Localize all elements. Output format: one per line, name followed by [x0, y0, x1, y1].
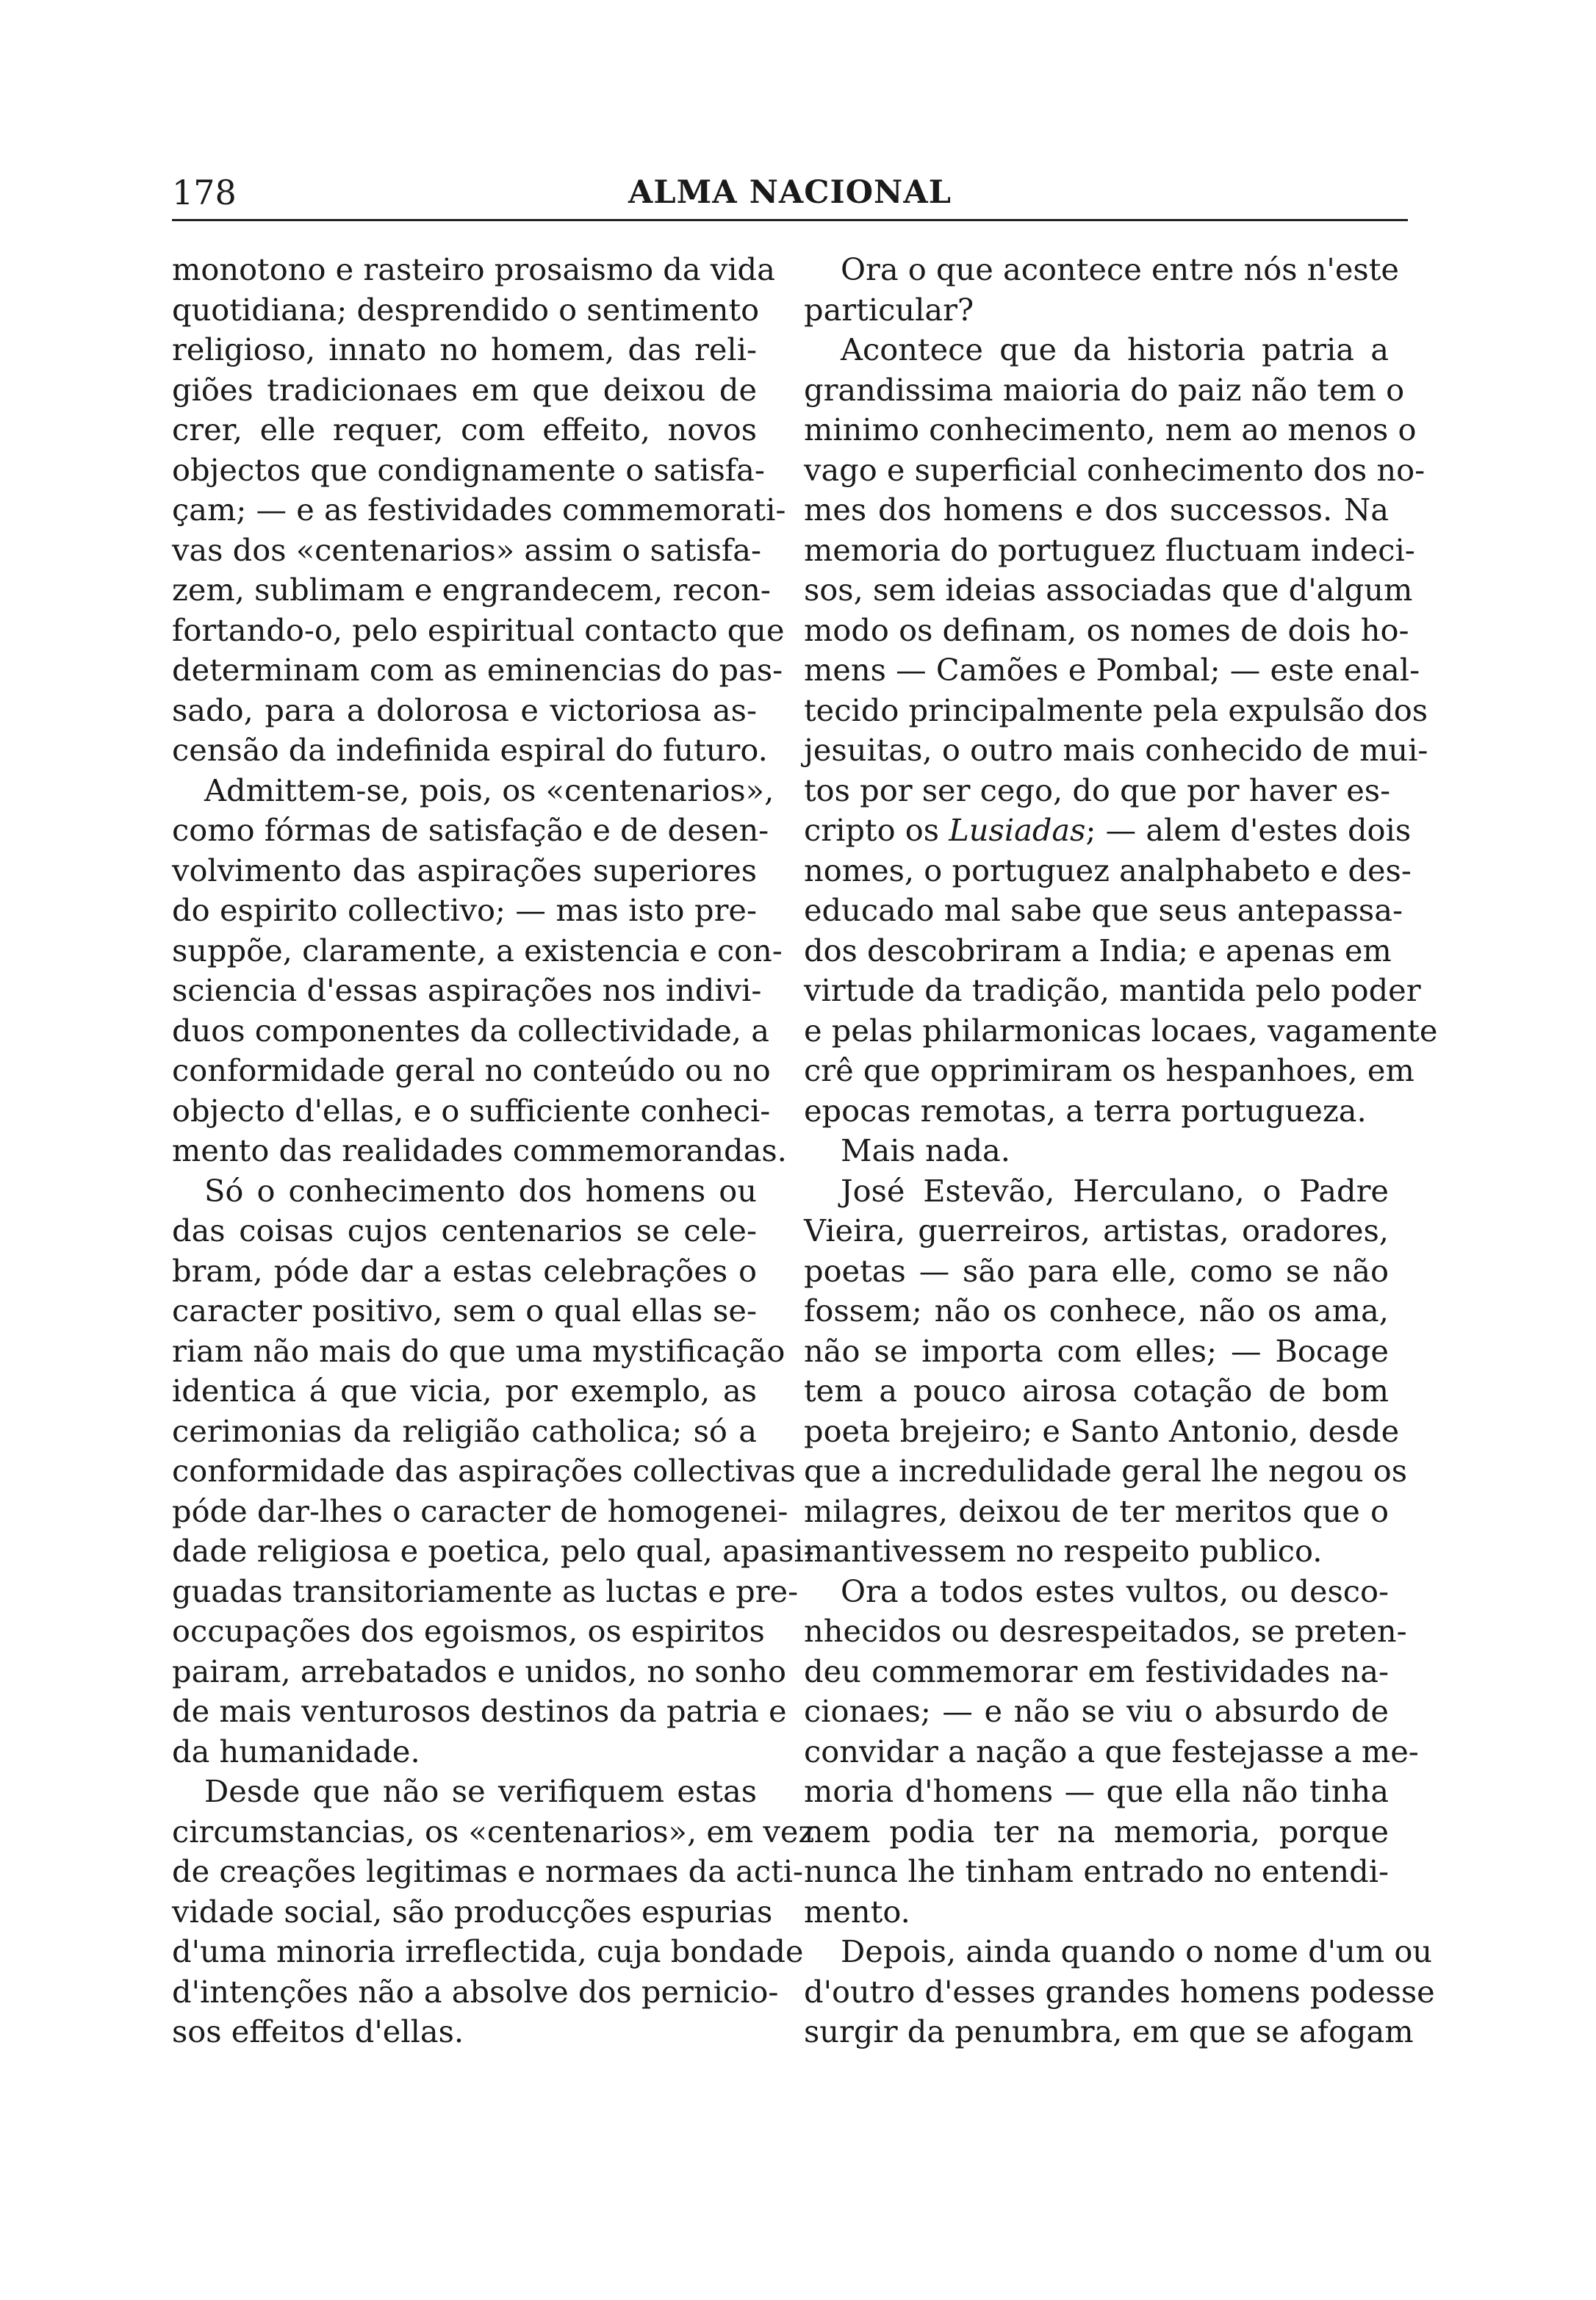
text-line: convidar a nação a que festejasse a me- — [804, 1733, 1419, 1769]
text-line: volvimento das aspirações superiores — [172, 852, 757, 888]
text-line: mento. — [804, 1893, 910, 1930]
text-line: fossem; não os conhece, não os ama, — [804, 1293, 1389, 1329]
text-line: occupações dos egoismos, os espiritos — [172, 1613, 765, 1649]
text-line: circumstancias, os «centenarios», em vez — [172, 1813, 815, 1850]
text-line: minimo conhecimento, nem ao menos o — [804, 412, 1417, 448]
text-line: como fórmas de satisfação e de desen- — [172, 812, 769, 848]
text-line: jesuitas, o outro mais conhecido de mui- — [804, 732, 1428, 768]
italic-title: Lusiadas — [949, 812, 1086, 848]
text-line: educado mal sabe que seus antepassa- — [804, 892, 1403, 928]
text-line: sos effeitos d'ellas. — [172, 2013, 464, 2049]
text-line: sos, sem ideias associadas que d'algum — [804, 572, 1413, 608]
text-line: nunca lhe tinham entrado no entendi- — [804, 1853, 1389, 1889]
text-line: Admittem-se, pois, os «centenarios», — [204, 772, 774, 808]
right-text-column — [804, 250, 1438, 2052]
text-line: José Estevão, Herculano, o Padre — [841, 1172, 1389, 1209]
text-line: da humanidade. — [172, 1733, 420, 1769]
text-line: poetas — são para elle, como se não — [804, 1252, 1389, 1289]
text-line: zem, sublimam e engrandecem, recon- — [172, 572, 771, 608]
text-line: surgir da penumbra, em que se afogam — [804, 2013, 1414, 2049]
text-line: dade religiosa e poetica, pelo qual, apasi- — [172, 1533, 814, 1569]
text-line: crer, elle requer, com effeito, novos — [172, 412, 757, 448]
text-line: particular? — [804, 291, 974, 328]
text-line: tem a pouco airosa cotação de bom — [804, 1373, 1389, 1409]
text-line: Só o conhecimento dos homens ou — [204, 1172, 757, 1209]
text-line: Desde que não se verifiquem estas — [204, 1773, 757, 1809]
text-line: milagres, deixou de ter meritos que o — [804, 1492, 1389, 1529]
text-line: não se importa com elles; — Bocage — [804, 1332, 1389, 1369]
text-line: d'outro d'esses grandes homens podesse — [804, 1973, 1435, 2010]
text-line: vago e superficial conhecimento dos no- — [804, 451, 1426, 488]
text-line: objecto d'ellas, e o sufficiente conheci- — [172, 1092, 771, 1129]
text-line: d'uma minoria irreflectida, cuja bondade — [172, 1933, 804, 1969]
text-line: tecido principalmente pela expulsão dos — [804, 691, 1428, 728]
text-line: de creações legitimas e normaes da acti- — [172, 1853, 804, 1889]
text-line: conformidade geral no conteúdo ou no — [172, 1052, 771, 1088]
header-rule — [172, 219, 1408, 221]
text-line: crê que opprimiram os hespanhoes, em — [804, 1052, 1415, 1088]
text-line: fortando-o, pelo espiritual contacto que — [172, 611, 785, 648]
text-line: riam não mais do que uma mystificação — [172, 1332, 786, 1369]
text-line: duos componentes da collectividade, a — [172, 1012, 769, 1049]
text-line: mento das realidades commemorandas. — [172, 1132, 787, 1168]
text-line: do espirito collectivo; — mas isto pre- — [172, 892, 757, 928]
text-line: mes dos homens e dos successos. Na — [804, 492, 1389, 528]
text-line: caracter positivo, sem o qual ellas se- — [172, 1293, 757, 1329]
text-line: censão da indefinida espiral do futuro. — [172, 732, 768, 768]
text-line: sciencia d'essas aspirações nos indivi- — [172, 972, 762, 1008]
text-line: epocas remotas, a terra portugueza. — [804, 1092, 1367, 1129]
text-line: giões tradicionaes em que deixou de — [172, 371, 757, 408]
text-line: nhecidos ou desrespeitados, se preten- — [804, 1613, 1407, 1649]
text-line: modo os definam, os nomes de dois ho- — [804, 611, 1409, 648]
text-line — [804, 811, 1412, 851]
text-fragment: ; — alem d'estes dois — [1085, 812, 1412, 848]
text-line: mantivessem no respeito publico. — [804, 1533, 1323, 1569]
text-line: cerimonias da religião catholica; só a — [172, 1412, 757, 1449]
text-line: nem podia ter na memoria, porque — [804, 1813, 1389, 1850]
left-text-column — [172, 250, 815, 2052]
text-line: vidade social, são producções espurias — [172, 1893, 773, 1930]
text-line: çam; — e as festividades commemorati- — [172, 492, 786, 528]
text-line: monotono e rasteiro prosaismo da vida — [172, 251, 775, 287]
text-line: grandissima maioria do paiz não tem o — [804, 371, 1405, 408]
text-line: bram, póde dar a estas celebrações o — [172, 1252, 757, 1289]
text-line: sado, para a dolorosa e victoriosa as- — [172, 691, 757, 728]
text-line: póde dar-lhes o caracter de homogenei- — [172, 1492, 788, 1529]
text-line: deu commemorar em festividades na- — [804, 1653, 1389, 1689]
text-line: dos descobriram a India; e apenas em — [804, 932, 1392, 968]
text-line: de mais venturosos destinos da patria e — [172, 1693, 787, 1729]
text-line: Ora a todos estes vultos, ou desco- — [841, 1573, 1389, 1609]
text-line: memoria do portuguez fluctuam indeci- — [804, 531, 1415, 568]
text-fragment: cripto os — [804, 812, 949, 848]
text-line: cionaes; — e não se viu o absurdo de — [804, 1693, 1389, 1729]
text-line: religioso, innato no homem, das reli- — [172, 331, 757, 367]
text-line: Depois, ainda quando o nome d'um ou — [841, 1933, 1433, 1969]
page-header — [172, 170, 1408, 215]
text-line: pairam, arrebatados e unidos, no sonho — [172, 1653, 786, 1689]
text-line: guadas transitoriamente as luctas e pre- — [172, 1573, 799, 1609]
running-title: ALMA NACIONAL — [628, 174, 952, 211]
text-line: quotidiana; desprendido o sentimento — [172, 291, 760, 328]
text-line: nomes, o portuguez analphabeto e des- — [804, 852, 1412, 888]
text-line: determinam com as eminencias do pas- — [172, 652, 783, 688]
text-line: identica á que vicia, por exemplo, as — [172, 1373, 757, 1409]
text-line: virtude da tradição, mantida pelo poder — [804, 972, 1421, 1008]
text-line: Ora o que acontece entre nós n'este — [841, 251, 1399, 287]
page-number: 178 — [172, 173, 237, 212]
text-line: Mais nada. — [841, 1132, 1010, 1168]
text-line: que a incredulidade geral lhe negou os — [804, 1453, 1408, 1489]
text-line: e pelas philarmonicas locaes, vagamente — [804, 1012, 1438, 1049]
text-line: moria d'homens — que ella não tinha — [804, 1773, 1389, 1809]
text-line: Acontece que da historia patria a — [841, 331, 1389, 367]
text-line: das coisas cujos centenarios se cele- — [172, 1212, 757, 1248]
text-line: conformidade das aspirações collectivas — [172, 1453, 796, 1489]
text-line: mens — Camões e Pombal; — este enal- — [804, 652, 1420, 688]
text-line: tos por ser cego, do que por haver es- — [804, 772, 1391, 808]
text-line: vas dos «centenarios» assim o satisfa- — [172, 531, 762, 568]
text-line: objectos que condignamente o satisfa- — [172, 451, 765, 488]
text-line: Vieira, guerreiros, artistas, oradores, — [804, 1212, 1389, 1248]
text-line: d'intenções não a absolve dos pernicio- — [172, 1973, 779, 2010]
text-line: poeta brejeiro; e Santo Antonio, desde — [804, 1412, 1400, 1449]
text-line: suppõe, claramente, a existencia e con- — [172, 932, 783, 968]
